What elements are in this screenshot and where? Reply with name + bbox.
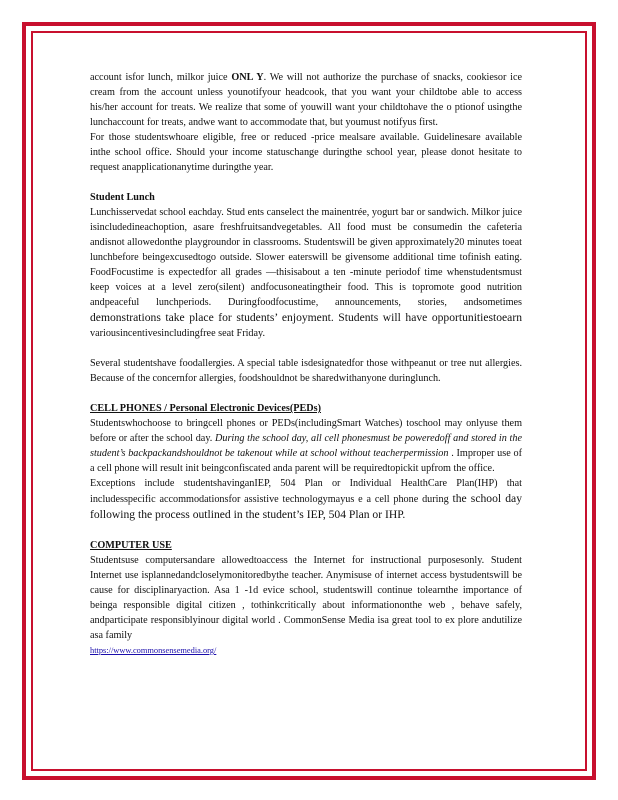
paragraph-text-italic: During the school day, all cell phonesmust be poweredoff and stored in the student’s backpackandshouldnot be takenout while at school without teacherpermission: [90, 433, 522, 459]
paragraph-text: . We will not authorize the purchase of snacks, cookiesor ice cream from the account unless younotifyour headcook, that you want your childtobe able to access his/her account for treats. We realize that some of youwill want your childtohave the o ptionof usingthe lunchaccount for treats, andwe want to accommodate that, but youmust notifyus first.: [90, 72, 522, 128]
paragraph-text: variousincentivesincludingfree seat Friday.: [90, 328, 266, 339]
emphasis-only: ONL Y: [231, 72, 264, 83]
cell-phones-paragraph: [90, 416, 522, 476]
lunch-account-paragraph: [90, 70, 522, 130]
paragraph-text: Studentswhochoose to bringcell phones or PEDs(includingSmart Watches) toschool may onlyuse them before or after the school day.: [90, 418, 522, 444]
cell-phones-heading: [90, 401, 522, 416]
computer-use-paragraph: Studentsuse computersandare allowedtoaccess the Internet for instructional purposesonly. Student Internet use isplannedandcloselymonitoredbythe teacher. Anymisuse of internet access bystudentswill be cause for disciplinaryaction. Asa 1 -1d evice school, studentswill continue tolearnthe importance of beinga responsible digital citizen , tothinkcritically about informationonthe web , behave safely, andparticipate responsiblyinour digital world . CommonSense Media isa great tool to ex plore andutilize asa family: [90, 555, 522, 641]
paragraph-text: . Improper use of a cell phone will result init beingconfiscated anda parent will be requiredtopickit upfrom the office.: [90, 448, 522, 474]
meal-eligibility-paragraph: For those studentswhoare eligible, free or reduced -price mealsare available. Guidelinesare available inthe school office. Should your income statuschange duringthe school year, please donot hesitate to request anapplicationanytime duringthe year.: [90, 132, 522, 173]
heading-text: COMPUTER USE: [90, 540, 172, 551]
common-sense-link[interactable]: https://www.commonsensemedia.org/: [90, 646, 217, 655]
paragraph-text-large: the school day following the process outlined in the student’s IEP, 504 Plan or IHP.: [90, 492, 522, 521]
paragraph-text-large: demonstrations take place for students’ enjoyment. Students will have opportunitiestoearn: [90, 311, 522, 324]
student-lunch-heading: Student Lunch: [90, 192, 155, 203]
document-body: [90, 70, 522, 658]
paragraph-text: Lunchisservedat school eachday. Stud ents canselect the mainentrée, yogurt bar or sandwich. Milkor juice isincludedineachoption, asare freshfruitsandvegetables. All food must be consumedin the cafeteria andisnot allowedonthe playgroundor in classrooms. Studentswill be given approximately20 minutes toeat lunchbefore beingexcusedtogo outside. Slower eaterswill be givensome additional time tofinish eating. FoodFocustime is expectedfor all grades —thisisabout a ten -minute periodof time whenstudentsmust keep voices at a level zero(silent) andfocusoneatingtheir food. This is topromote good nutrition andpeaceful lunchperiods. Duringfoodfocustime, announcements, stories, andsometimes: [90, 207, 522, 308]
food-allergies-paragraph: Several studentshave foodallergies. A special table isdesignatedfor those withpeanut or tree nut allergies. Because of the concernfor allergies, foodshouldnot be sharedwithanyone duringlunch.: [90, 358, 522, 384]
heading-text: CELL PHONES / Personal Electronic Devices(PEDs): [90, 403, 321, 414]
common-sense-link-line: [90, 643, 522, 658]
exceptions-paragraph: [90, 476, 522, 523]
paragraph-text: Exceptions include studentshavinganIEP, 504 Plan or Individual HealthCare Plan(IHP) that includesspecific accommodationsfor assistive technologymayus e a cell phone during: [90, 478, 522, 505]
paragraph-text: account isfor lunch, milkor juice: [90, 72, 232, 83]
computer-use-heading: [90, 538, 522, 553]
student-lunch-paragraph: [90, 205, 522, 341]
